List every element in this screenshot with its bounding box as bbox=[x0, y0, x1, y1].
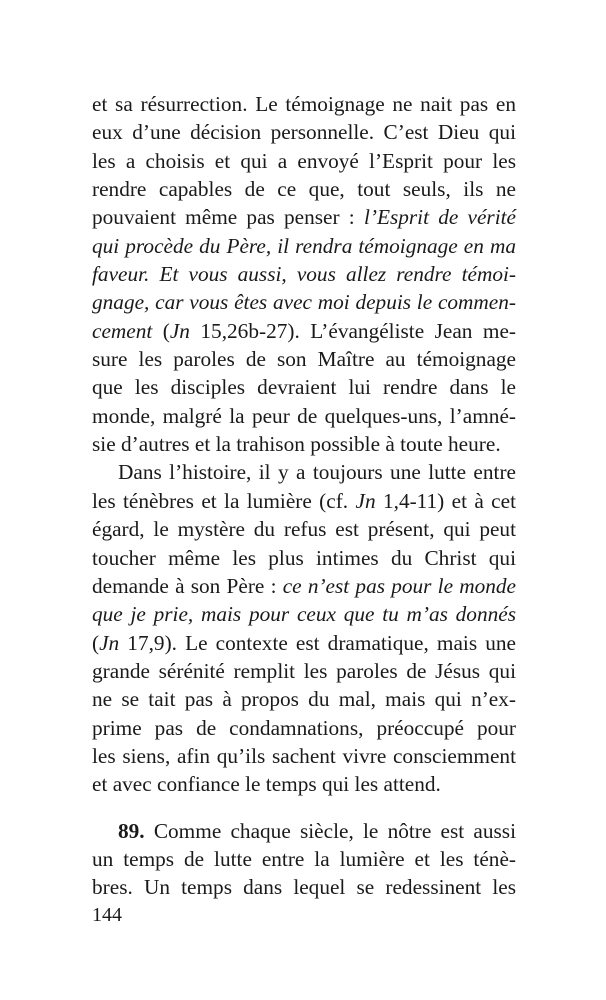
text-line: égard, le mystère du refus est présent, qui peut bbox=[92, 517, 516, 542]
text-run: 17,9). Le contexte est dramatique, mais une bbox=[119, 630, 516, 655]
italic-quote-line: faveur. Et vous aussi, vous allez rendre témoi- bbox=[92, 262, 516, 287]
text-run: 1,4-11) et à cet bbox=[375, 488, 516, 513]
text-line: Dans l’histoire, il y a toujours une lutte entre bbox=[118, 460, 516, 485]
text-run: ( bbox=[92, 630, 100, 655]
text-line: et sa résurrection. Le témoignage ne nait pas en bbox=[92, 92, 516, 116]
text-line: un temps de lutte entre la lumière et les ténè- bbox=[92, 846, 516, 871]
numbered-paragraph bbox=[92, 817, 516, 902]
text-line: prime pas de condamnations, préoccupé pour bbox=[92, 715, 516, 740]
italic-quote-line: que je prie, mais pour ceux que tu m’as donnés bbox=[92, 602, 516, 627]
text-line: et avec confiance le temps qui les attend. bbox=[92, 772, 441, 797]
text-line: que les disciples devraient lui rendre dans le bbox=[92, 375, 516, 400]
italic-quote: l’Esprit de vérité bbox=[363, 205, 517, 230]
text-line: sie d’autres et la trahison possible à toute heure. bbox=[92, 432, 501, 457]
book-abbreviation: Jn bbox=[169, 318, 190, 343]
text-line: rendre capables de ce que, tout seuls, ils ne bbox=[92, 177, 516, 202]
italic-quote-line: gnage, car vous êtes avec moi depuis le commen- bbox=[92, 290, 516, 315]
page-number: 144 bbox=[92, 904, 122, 926]
text-line: grande sérénité remplit les paroles de Jésus qui bbox=[92, 658, 516, 683]
text-line bbox=[92, 203, 516, 231]
italic-quote: ce n’est pas pour le monde bbox=[282, 573, 516, 598]
text-run: les ténèbres et la lumière (cf. bbox=[92, 488, 356, 513]
text-line: toucher même les plus intimes du Christ qui bbox=[92, 545, 516, 570]
text-line: ne se tait pas à propos du mal, mais qui n’ex- bbox=[92, 687, 516, 712]
text-run: ( bbox=[152, 318, 170, 343]
text-line: eux d’une décision personnelle. C’est Dieu qui bbox=[92, 120, 516, 145]
text-line bbox=[92, 487, 516, 515]
paragraph bbox=[92, 90, 516, 458]
text-line: sure les paroles de son Maître au témoignage bbox=[92, 347, 516, 372]
text-line: monde, malgré la peur de quelques-uns, l’amné- bbox=[92, 403, 516, 428]
italic-quote-line: qui procède du Père, il rendra témoignage en ma bbox=[92, 233, 516, 258]
book-abbreviation: Jn bbox=[355, 488, 376, 513]
text-line bbox=[92, 572, 516, 600]
text-line: les siens, afin qu’ils sachent vivre consciemment bbox=[92, 743, 516, 768]
text-line bbox=[92, 629, 516, 657]
text-run: 15,26b-27). L’évangéliste Jean me- bbox=[189, 318, 517, 343]
section-number: 89. bbox=[118, 818, 145, 843]
book-abbreviation: Jn bbox=[99, 630, 120, 655]
text-run: Comme chaque siècle, le nôtre est aussi bbox=[144, 818, 516, 843]
text-line: les a choisis et qui a envoyé l’Esprit pour les bbox=[92, 148, 516, 173]
section-gap bbox=[92, 799, 516, 817]
italic-quote: cement bbox=[92, 318, 153, 343]
text-line bbox=[92, 817, 516, 845]
text-line bbox=[92, 317, 516, 345]
text-line: bres. Un temps dans lequel se redessinent les bbox=[92, 875, 516, 900]
text-run: demande à son Père : bbox=[92, 573, 283, 598]
page-body bbox=[92, 90, 516, 902]
paragraph bbox=[92, 458, 516, 798]
text-run: pouvaient même pas penser : bbox=[92, 205, 364, 230]
